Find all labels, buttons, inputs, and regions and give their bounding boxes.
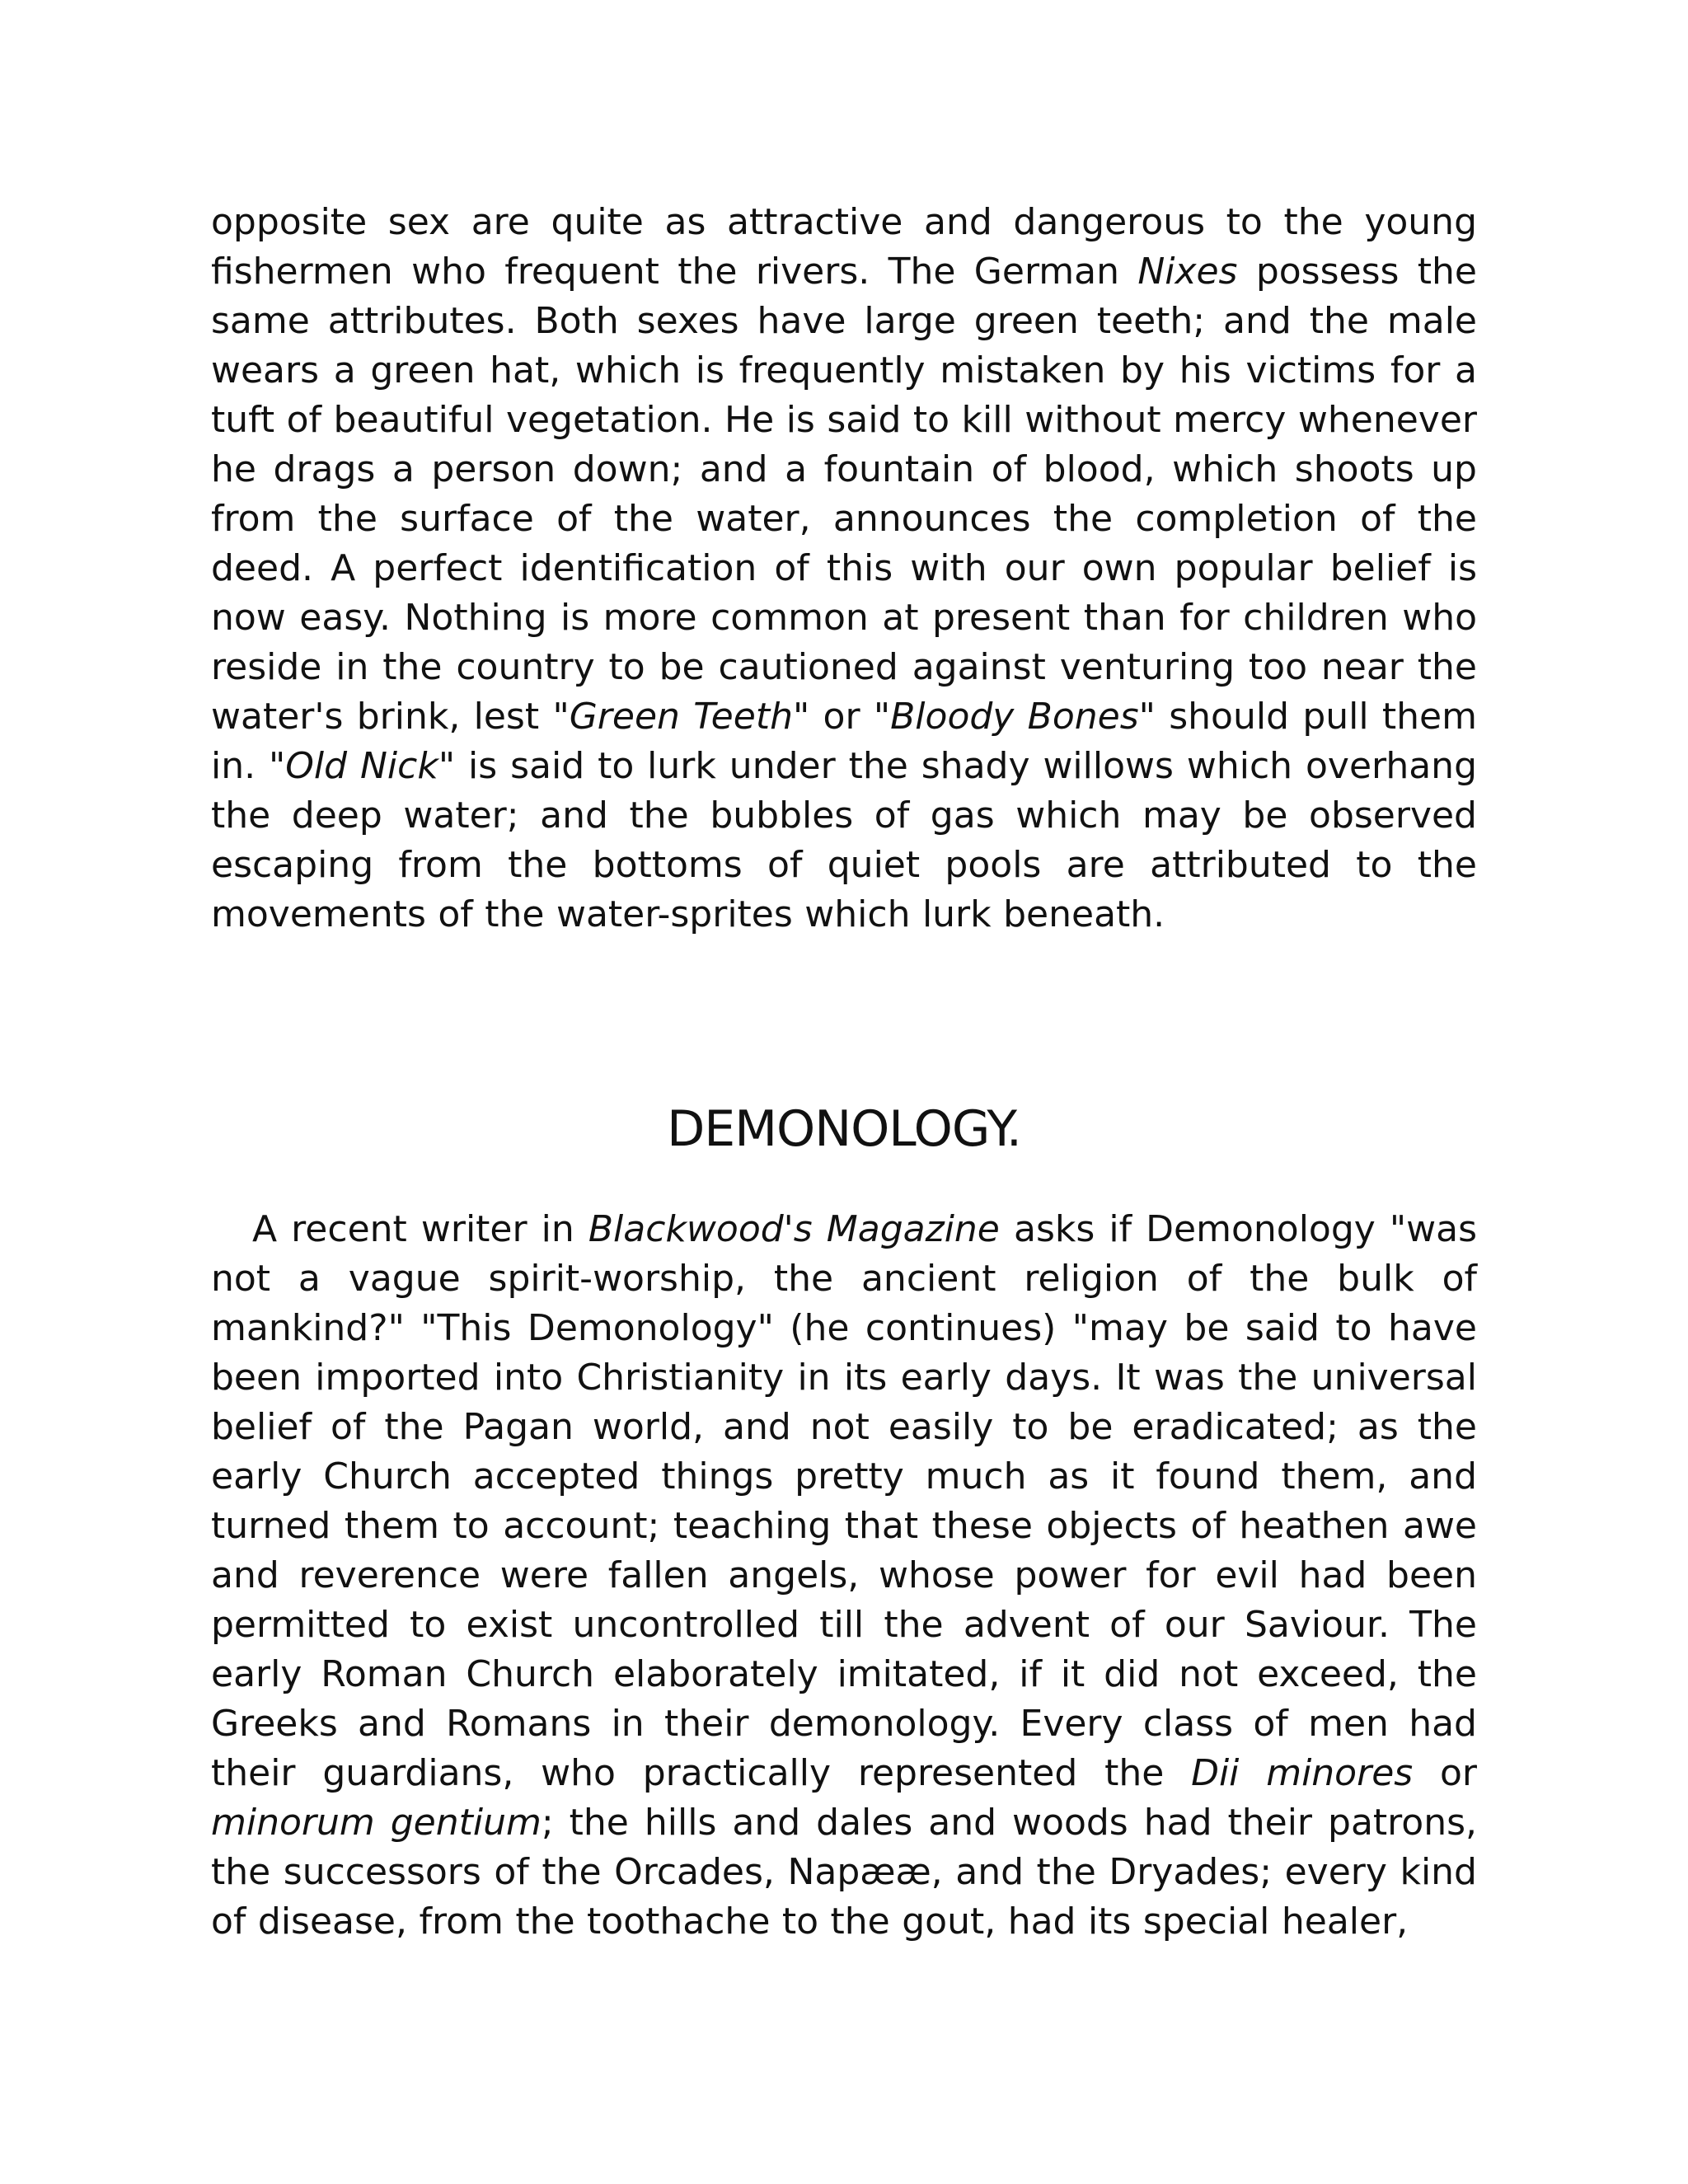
italic-term-dii-minores: Dii minores [1191, 1752, 1414, 1794]
text-segment: " or " [792, 696, 891, 738]
text-segment: opposite sex are quite as attractive and dangerous to the young fishermen who frequent the rivers. The German [211, 201, 1477, 293]
section-heading: DEMONOLOGY. [667, 1100, 1021, 1158]
body-paragraph-demonology [211, 1205, 1477, 1947]
text-segment: " should pull them in. " [211, 696, 1477, 787]
text-segment: ; the hills and dales and woods had their patrons, the successors of the Orcades, Napææ, and the Dryades; every kind of disease, from the toothache to the gout, had its special healer, [211, 1802, 1478, 1943]
text-segment: possess the same attributes. Both sexes have large green teeth; and the male wears a green hat, which is frequently mistaken by his victims for a tuft of beautiful vegetation. He is said to kill without mercy whenever he drags a person down; and a fountain of blood, which shoots up from the surface of the water, announces the completion of the deed. A perfect identification of this with our own popular belief is now easy. Nothing is more common at present than for children who reside in the country to be cautioned against venturing too near the water's brink, lest " [211, 251, 1477, 738]
text-segment: asks if Demonology "was not a vague spirit-worship, the ancient religion of the bulk of mankind?" "This Demonology" (he continues) "may be said to have been imported into Christianity in its early days. It was the universal belief of the Pagan world, and not easily to be eradicated; as the early Church accepted things pretty much as it found them, and turned them to account; teaching that these objects of heathen awe and reverence were fallen angels, whose power for evil had been permitted to exist uncontrolled till the advent of our Saviour. The early Roman Church elaborately imitated, if it did not exceed, the Greeks and Romans in their demonology. Every class of men had their guardians, who practically represented the [211, 1208, 1478, 1794]
text-segment: " is said to lurk under the shady willows which overhang the deep water; and the bubbles of gas which may be observed escaping from the bottoms of quiet pools are attributed to the movements of the water-sprites which lurk beneath. [211, 745, 1477, 935]
italic-term-minorum-gentium: minorum gentium [211, 1802, 542, 1844]
italic-term-bloody-bones: Bloody Bones [890, 696, 1139, 738]
body-paragraph-water-sprites [211, 198, 1477, 940]
text-segment: or [1413, 1752, 1477, 1794]
italic-term-green-teeth: Green Teeth [569, 696, 793, 738]
text-segment: A recent writer in [252, 1208, 588, 1250]
italic-term-nixes: Nixes [1137, 251, 1238, 293]
italic-title-blackwoods-magazine: Blackwood's Magazine [588, 1208, 1000, 1250]
italic-term-old-nick: Old Nick [285, 745, 438, 787]
